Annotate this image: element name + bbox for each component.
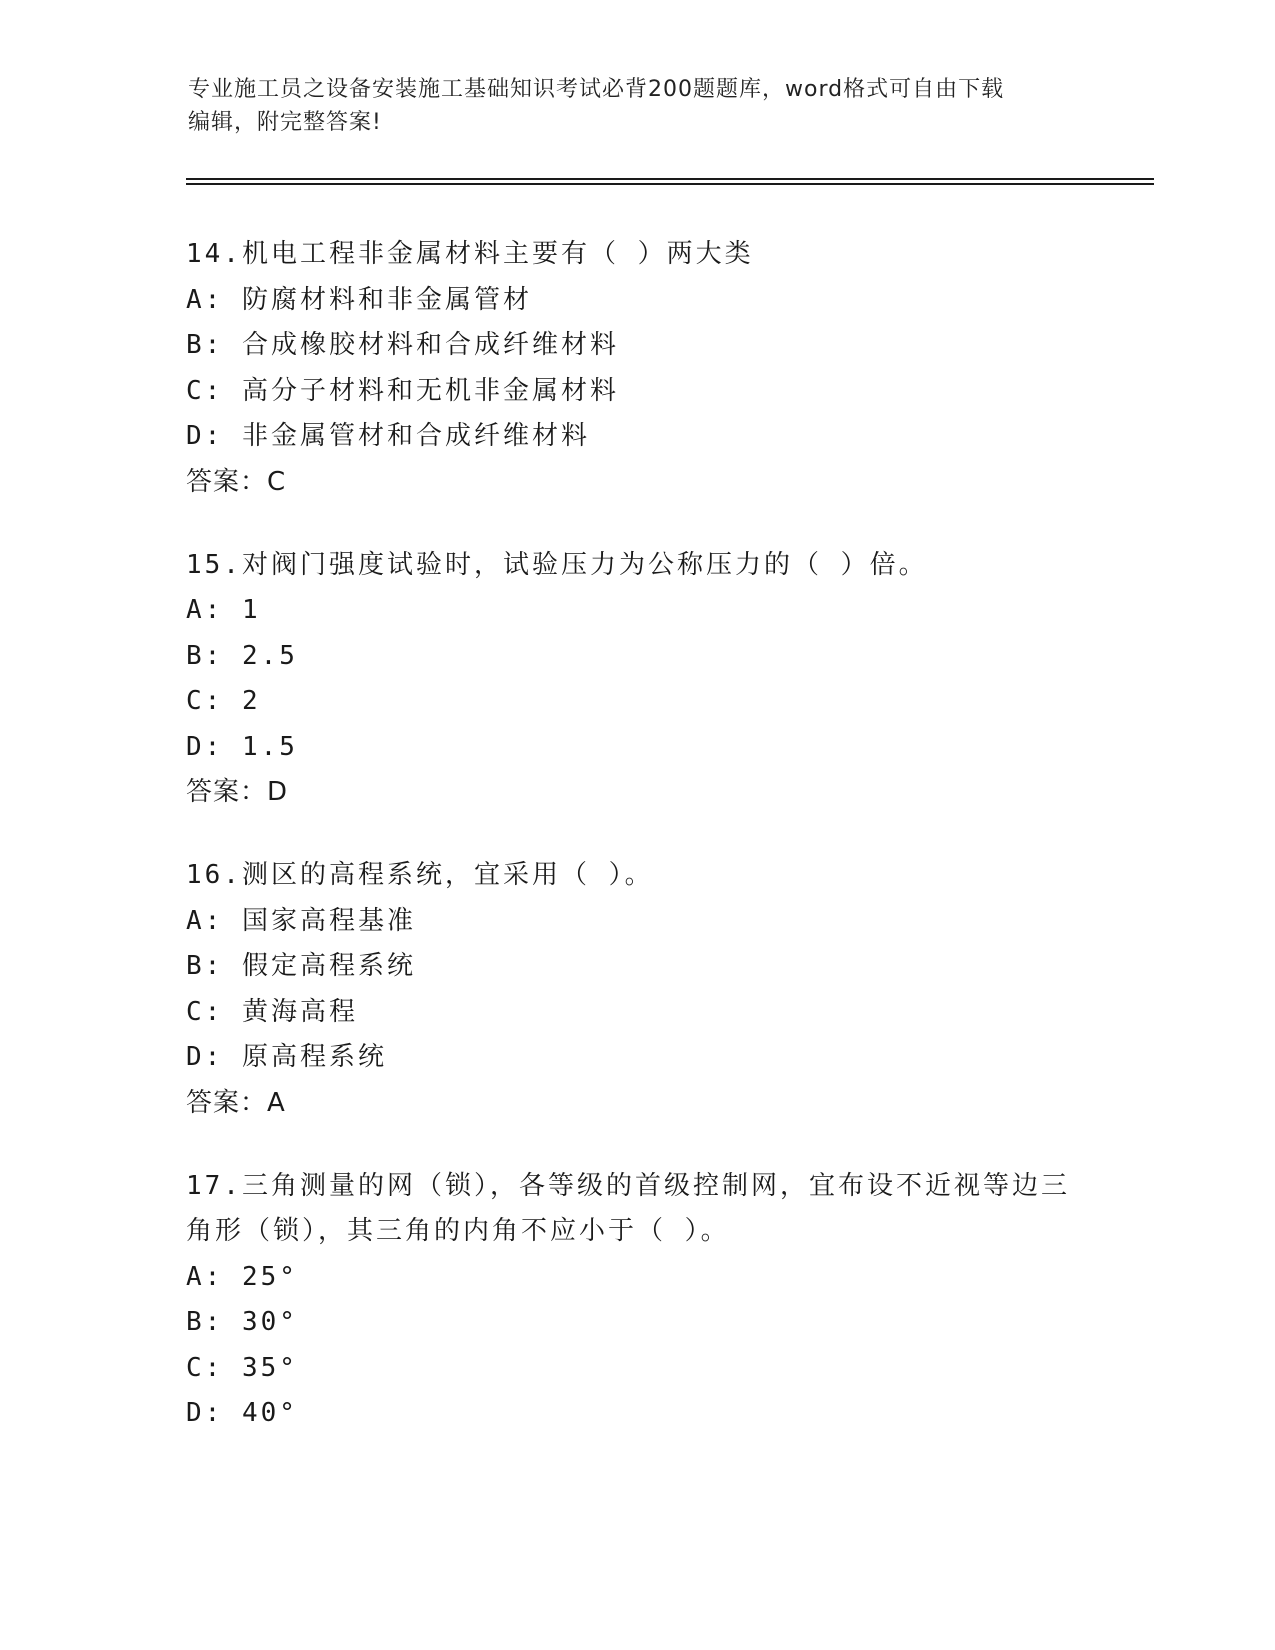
option-c: C: 高分子材料和无机非金属材料 [186, 375, 619, 406]
question-16 [186, 853, 1086, 1126]
question-stem: 14.机电工程非金属材料主要有（ ）两大类 [186, 239, 754, 269]
question-15 [186, 543, 1086, 816]
option-a: A: 25° [186, 1261, 298, 1292]
answer: 答案：C [186, 466, 287, 497]
option-b: B: 假定高程系统 [186, 951, 416, 981]
document-header [188, 73, 1088, 139]
option-d: D: 40° [186, 1398, 298, 1428]
question-stem-line-1: 17.三角测量的网（锁），各等级的首级控制网，宜布设不近视等边三 [186, 1170, 1070, 1201]
option-a: A: 防腐材料和非金属管材 [186, 284, 532, 315]
option-c: C: 2 [186, 686, 261, 716]
option-c: C: 黄海高程 [186, 996, 358, 1027]
option-b: B: 2.5 [186, 640, 298, 671]
question-stem: 15.对阀门强度试验时，试验压力为公称压力的（ ）倍。 [186, 549, 928, 580]
option-c: C: 35° [186, 1352, 298, 1383]
question-stem: 16.测区的高程系统，宜采用（ ）。 [186, 860, 654, 890]
header-divider-top [186, 178, 1154, 180]
option-a: A: 1 [186, 595, 261, 625]
option-d: D: 非金属管材和合成纤维材料 [186, 421, 590, 451]
answer: 答案：D [186, 777, 289, 807]
header-line-1: 专业施工员之设备安装施工基础知识考试必背200题题库，word格式可自由下载 [188, 77, 1005, 102]
header-divider-bottom [186, 183, 1154, 185]
question-stem-line-2: 角形（锁），其三角的内角不应小于（ ）。 [186, 1216, 730, 1246]
option-a: A: 国家高程基准 [186, 905, 416, 936]
answer: 答案：A [186, 1087, 286, 1118]
option-b: B: 30° [186, 1307, 298, 1337]
question-list [186, 232, 1086, 1475]
option-b: B: 合成橡胶材料和合成纤维材料 [186, 330, 619, 360]
question-14 [186, 232, 1086, 505]
question-17 [186, 1164, 1086, 1437]
option-d: D: 原高程系统 [186, 1042, 387, 1072]
header-line-2: 编辑，附完整答案! [188, 110, 382, 135]
option-d: D: 1.5 [186, 731, 298, 762]
